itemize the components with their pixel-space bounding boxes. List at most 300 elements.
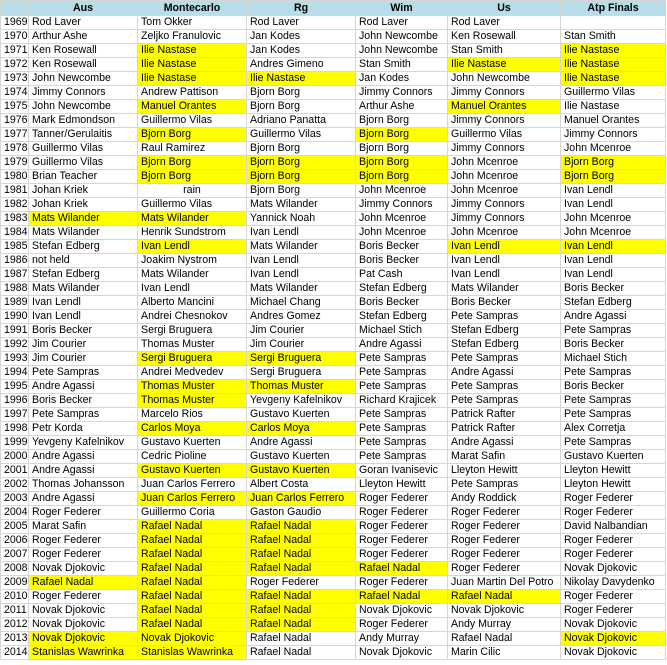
cell-montecarlo: Rafael Nadal (138, 604, 247, 618)
cell-rg: Ivan Lendl (247, 268, 356, 282)
cell-us: Mats Wilander (448, 282, 561, 296)
year-cell: 1969 (1, 16, 29, 30)
cell-wim: John Mcenroe (356, 184, 448, 198)
cell-montecarlo: Ivan Lendl (138, 240, 247, 254)
cell-atp-finals: John Mcenroe (561, 142, 666, 156)
header-aus: Aus (29, 1, 138, 16)
cell-montecarlo: Sergi Bruguera (138, 352, 247, 366)
cell-us: Jimmy Connors (448, 86, 561, 100)
table-row (1, 352, 666, 366)
table-row (1, 58, 666, 72)
cell-atp-finals: Novak Djokovic (561, 618, 666, 632)
cell-aus: Petr Korda (29, 422, 138, 436)
cell-atp-finals: Jimmy Connors (561, 128, 666, 142)
cell-us: Jimmy Connors (448, 142, 561, 156)
table-row (1, 72, 666, 86)
cell-atp-finals: Roger Federer (561, 506, 666, 520)
cell-atp-finals: Boris Becker (561, 380, 666, 394)
year-cell: 2001 (1, 464, 29, 478)
year-cell: 1980 (1, 170, 29, 184)
cell-us: Andy Murray (448, 618, 561, 632)
cell-us: John Mcenroe (448, 226, 561, 240)
table-row (1, 268, 666, 282)
cell-aus: Andre Agassi (29, 492, 138, 506)
cell-aus: Roger Federer (29, 506, 138, 520)
year-cell: 2006 (1, 534, 29, 548)
year-cell: 1976 (1, 114, 29, 128)
year-cell: 1992 (1, 338, 29, 352)
cell-wim: Rod Laver (356, 16, 448, 30)
header-year (1, 1, 29, 16)
cell-rg: Jan Kodes (247, 30, 356, 44)
cell-aus: Ken Rosewall (29, 44, 138, 58)
cell-montecarlo: Rafael Nadal (138, 534, 247, 548)
year-cell: 1981 (1, 184, 29, 198)
table-row (1, 422, 666, 436)
cell-rg: Bjorn Borg (247, 142, 356, 156)
cell-wim: Arthur Ashe (356, 100, 448, 114)
cell-us: Roger Federer (448, 548, 561, 562)
table-row (1, 366, 666, 380)
cell-us: Jimmy Connors (448, 212, 561, 226)
cell-wim: Richard Krajicek (356, 394, 448, 408)
cell-montecarlo: Alberto Mancini (138, 296, 247, 310)
cell-atp-finals: Pete Sampras (561, 436, 666, 450)
cell-rg: Jim Courier (247, 338, 356, 352)
cell-montecarlo: Cedric Pioline (138, 450, 247, 464)
year-cell: 1983 (1, 212, 29, 226)
cell-rg: Gustavo Kuerten (247, 408, 356, 422)
cell-montecarlo: Rafael Nadal (138, 548, 247, 562)
cell-atp-finals: John Mcenroe (561, 212, 666, 226)
cell-rg: Juan Carlos Ferrero (247, 492, 356, 506)
table-row (1, 338, 666, 352)
cell-montecarlo: Guillermo Vilas (138, 114, 247, 128)
cell-montecarlo: Andrei Medvedev (138, 366, 247, 380)
cell-montecarlo: Thomas Muster (138, 394, 247, 408)
cell-wim: John Newcombe (356, 30, 448, 44)
year-cell: 1978 (1, 142, 29, 156)
table-row (1, 478, 666, 492)
cell-atp-finals: Novak Djokovic (561, 562, 666, 576)
cell-rg: Adriano Panatta (247, 114, 356, 128)
cell-rg: Gaston Gaudio (247, 506, 356, 520)
table-row (1, 618, 666, 632)
cell-us: Ken Rosewall (448, 30, 561, 44)
cell-aus: Brian Teacher (29, 170, 138, 184)
table-body (1, 16, 666, 660)
cell-atp-finals: Ilie Nastase (561, 44, 666, 58)
cell-rg: Jim Courier (247, 324, 356, 338)
table-row (1, 310, 666, 324)
cell-rg: Ilie Nastase (247, 72, 356, 86)
cell-rg: Gustavo Kuerten (247, 450, 356, 464)
cell-rg: Mats Wilander (247, 240, 356, 254)
cell-montecarlo: Joakim Nystrom (138, 254, 247, 268)
table-row (1, 506, 666, 520)
cell-montecarlo: Juan Carlos Ferrero (138, 478, 247, 492)
cell-atp-finals: Michael Stich (561, 352, 666, 366)
cell-aus: Novak Djokovic (29, 604, 138, 618)
cell-wim: Rafael Nadal (356, 590, 448, 604)
cell-atp-finals: Nikolay Davydenko (561, 576, 666, 590)
cell-us: Andre Agassi (448, 366, 561, 380)
cell-us: Pete Sampras (448, 352, 561, 366)
cell-us: Manuel Orantes (448, 100, 561, 114)
cell-montecarlo: Rafael Nadal (138, 520, 247, 534)
cell-wim: Pete Sampras (356, 450, 448, 464)
cell-atp-finals: Lleyton Hewitt (561, 478, 666, 492)
cell-atp-finals (561, 16, 666, 30)
cell-us: Stefan Edberg (448, 338, 561, 352)
cell-aus: Mark Edmondson (29, 114, 138, 128)
year-cell: 2010 (1, 590, 29, 604)
table-row (1, 170, 666, 184)
cell-us: Jimmy Connors (448, 198, 561, 212)
cell-montecarlo: Thomas Muster (138, 380, 247, 394)
cell-aus: Novak Djokovic (29, 632, 138, 646)
cell-atp-finals: Roger Federer (561, 590, 666, 604)
cell-rg: Ivan Lendl (247, 226, 356, 240)
year-cell: 2011 (1, 604, 29, 618)
cell-rg: Andre Agassi (247, 436, 356, 450)
table-row (1, 212, 666, 226)
cell-aus: Guillermo Vilas (29, 142, 138, 156)
year-cell: 2013 (1, 632, 29, 646)
table-row (1, 562, 666, 576)
year-cell: 1994 (1, 366, 29, 380)
cell-montecarlo: Stanislas Wawrinka (138, 646, 247, 660)
table-row (1, 16, 666, 30)
table-row (1, 408, 666, 422)
year-cell: 1997 (1, 408, 29, 422)
cell-aus: Roger Federer (29, 548, 138, 562)
cell-atp-finals: Ivan Lendl (561, 198, 666, 212)
year-cell: 1996 (1, 394, 29, 408)
cell-us: Pete Sampras (448, 478, 561, 492)
cell-rg: Bjorn Borg (247, 184, 356, 198)
year-cell: 2002 (1, 478, 29, 492)
cell-atp-finals: Stefan Edberg (561, 296, 666, 310)
cell-wim: Bjorn Borg (356, 142, 448, 156)
cell-rg: Mats Wilander (247, 198, 356, 212)
year-cell: 1990 (1, 310, 29, 324)
year-cell: 1999 (1, 436, 29, 450)
cell-us: John Mcenroe (448, 156, 561, 170)
table-row (1, 282, 666, 296)
cell-aus: Andre Agassi (29, 450, 138, 464)
cell-atp-finals: Bjorn Borg (561, 170, 666, 184)
cell-rg: Thomas Muster (247, 380, 356, 394)
cell-wim: Boris Becker (356, 296, 448, 310)
cell-montecarlo: Mats Wilander (138, 212, 247, 226)
cell-montecarlo: Ivan Lendl (138, 282, 247, 296)
cell-aus: Andre Agassi (29, 380, 138, 394)
cell-wim: Roger Federer (356, 520, 448, 534)
cell-aus: Johan Kriek (29, 198, 138, 212)
cell-us: Marat Safin (448, 450, 561, 464)
cell-aus: Jim Courier (29, 338, 138, 352)
cell-rg: Rafael Nadal (247, 548, 356, 562)
table-row (1, 226, 666, 240)
year-cell: 1993 (1, 352, 29, 366)
cell-us: Rod Laver (448, 16, 561, 30)
cell-montecarlo: Rafael Nadal (138, 618, 247, 632)
cell-montecarlo: Ilie Nastase (138, 72, 247, 86)
header-atp-finals: Atp Finals (561, 1, 666, 16)
cell-rg: Rafael Nadal (247, 590, 356, 604)
cell-montecarlo: Andrew Pattison (138, 86, 247, 100)
cell-wim: Pete Sampras (356, 352, 448, 366)
cell-atp-finals: Boris Becker (561, 282, 666, 296)
cell-montecarlo: Henrik Sundstrom (138, 226, 247, 240)
cell-rg: Guillermo Vilas (247, 128, 356, 142)
cell-us: Patrick Rafter (448, 422, 561, 436)
cell-wim: Stefan Edberg (356, 310, 448, 324)
table-row (1, 646, 666, 660)
cell-wim: Roger Federer (356, 618, 448, 632)
cell-atp-finals: David Nalbandian (561, 520, 666, 534)
cell-montecarlo: rain (138, 184, 247, 198)
cell-montecarlo: Carlos Moya (138, 422, 247, 436)
year-cell: 2012 (1, 618, 29, 632)
cell-atp-finals: Roger Federer (561, 548, 666, 562)
cell-wim: Jimmy Connors (356, 86, 448, 100)
year-cell: 1974 (1, 86, 29, 100)
cell-wim: John Newcombe (356, 44, 448, 58)
table-row (1, 240, 666, 254)
year-cell: 1986 (1, 254, 29, 268)
cell-us: Roger Federer (448, 506, 561, 520)
cell-atp-finals: John Mcenroe (561, 226, 666, 240)
cell-wim: Pete Sampras (356, 366, 448, 380)
table-row (1, 548, 666, 562)
cell-rg: Andres Gomez (247, 310, 356, 324)
cell-rg: Michael Chang (247, 296, 356, 310)
cell-atp-finals: Ivan Lendl (561, 184, 666, 198)
cell-montecarlo: Rafael Nadal (138, 562, 247, 576)
cell-wim: Stan Smith (356, 58, 448, 72)
cell-us: Ivan Lendl (448, 268, 561, 282)
cell-atp-finals: Andre Agassi (561, 310, 666, 324)
table-row (1, 464, 666, 478)
cell-aus: John Newcombe (29, 100, 138, 114)
cell-rg: Sergi Bruguera (247, 352, 356, 366)
cell-montecarlo: Marcelo Rios (138, 408, 247, 422)
cell-aus: Marat Safin (29, 520, 138, 534)
year-cell: 1971 (1, 44, 29, 58)
cell-montecarlo: Ilie Nastase (138, 58, 247, 72)
table-row (1, 394, 666, 408)
cell-rg: Rafael Nadal (247, 534, 356, 548)
cell-rg: Yannick Noah (247, 212, 356, 226)
cell-rg: Rod Laver (247, 16, 356, 30)
cell-us: Ivan Lendl (448, 254, 561, 268)
cell-aus: Stefan Edberg (29, 240, 138, 254)
table-row (1, 436, 666, 450)
cell-wim: Pete Sampras (356, 408, 448, 422)
year-cell: 1998 (1, 422, 29, 436)
cell-rg: Andres Gimeno (247, 58, 356, 72)
cell-us: Guillermo Vilas (448, 128, 561, 142)
cell-rg: Bjorn Borg (247, 156, 356, 170)
cell-aus: Boris Becker (29, 394, 138, 408)
cell-montecarlo: Tom Okker (138, 16, 247, 30)
cell-rg: Gustavo Kuerten (247, 464, 356, 478)
cell-aus: Arthur Ashe (29, 30, 138, 44)
table-row (1, 380, 666, 394)
table-row (1, 142, 666, 156)
table-row (1, 324, 666, 338)
table-row (1, 184, 666, 198)
cell-rg: Jan Kodes (247, 44, 356, 58)
cell-us: Juan Martin Del Potro (448, 576, 561, 590)
cell-atp-finals: Pete Sampras (561, 324, 666, 338)
cell-atp-finals: Pete Sampras (561, 366, 666, 380)
cell-aus: Rafael Nadal (29, 576, 138, 590)
cell-atp-finals: Alex Corretja (561, 422, 666, 436)
cell-atp-finals: Ilie Nastase (561, 100, 666, 114)
cell-us: Roger Federer (448, 534, 561, 548)
cell-atp-finals: Novak Djokovic (561, 632, 666, 646)
year-cell: 1984 (1, 226, 29, 240)
table-row (1, 534, 666, 548)
year-cell: 2008 (1, 562, 29, 576)
cell-aus: Roger Federer (29, 590, 138, 604)
cell-rg: Rafael Nadal (247, 604, 356, 618)
cell-us: Rafael Nadal (448, 632, 561, 646)
year-cell: 2005 (1, 520, 29, 534)
cell-wim: John Mcenroe (356, 212, 448, 226)
year-cell: 1979 (1, 156, 29, 170)
cell-aus: Roger Federer (29, 534, 138, 548)
cell-aus: Johan Kriek (29, 184, 138, 198)
cell-wim: Boris Becker (356, 254, 448, 268)
cell-rg: Bjorn Borg (247, 100, 356, 114)
cell-wim: Roger Federer (356, 492, 448, 506)
cell-us: Pete Sampras (448, 394, 561, 408)
cell-aus: Pete Sampras (29, 408, 138, 422)
cell-atp-finals: Roger Federer (561, 534, 666, 548)
cell-aus: Mats Wilander (29, 226, 138, 240)
cell-us: Patrick Rafter (448, 408, 561, 422)
table-row (1, 604, 666, 618)
year-cell: 1977 (1, 128, 29, 142)
cell-atp-finals: Manuel Orantes (561, 114, 666, 128)
cell-montecarlo: Sergi Bruguera (138, 324, 247, 338)
cell-aus: Ivan Lendl (29, 310, 138, 324)
cell-atp-finals: Pete Sampras (561, 394, 666, 408)
cell-wim: Michael Stich (356, 324, 448, 338)
cell-wim: Rafael Nadal (356, 562, 448, 576)
cell-rg: Rafael Nadal (247, 618, 356, 632)
cell-us: John Newcombe (448, 72, 561, 86)
table-row (1, 492, 666, 506)
cell-atp-finals: Boris Becker (561, 338, 666, 352)
header-row (1, 1, 666, 16)
cell-us: Stan Smith (448, 44, 561, 58)
cell-montecarlo: Guillermo Coria (138, 506, 247, 520)
cell-atp-finals: Ilie Nastase (561, 58, 666, 72)
table-row (1, 450, 666, 464)
table-row (1, 590, 666, 604)
year-cell: 1988 (1, 282, 29, 296)
cell-aus: Stanislas Wawrinka (29, 646, 138, 660)
cell-wim: John Mcenroe (356, 226, 448, 240)
year-cell: 2000 (1, 450, 29, 464)
cell-atp-finals: Novak Djokovic (561, 646, 666, 660)
table-row (1, 44, 666, 58)
cell-rg: Bjorn Borg (247, 86, 356, 100)
header-wim: Wim (356, 1, 448, 16)
cell-aus: Boris Becker (29, 324, 138, 338)
year-cell: 1987 (1, 268, 29, 282)
year-cell: 2004 (1, 506, 29, 520)
cell-montecarlo: Thomas Muster (138, 338, 247, 352)
header-rg: Rg (247, 1, 356, 16)
cell-wim: Bjorn Borg (356, 128, 448, 142)
table-row (1, 30, 666, 44)
table-row (1, 156, 666, 170)
cell-us: Boris Becker (448, 296, 561, 310)
cell-montecarlo: Manuel Orantes (138, 100, 247, 114)
cell-aus: Ivan Lendl (29, 296, 138, 310)
cell-wim: Pete Sampras (356, 380, 448, 394)
cell-atp-finals: Lleyton Hewitt (561, 464, 666, 478)
cell-montecarlo: Novak Djokovic (138, 632, 247, 646)
cell-wim: Roger Federer (356, 506, 448, 520)
cell-rg: Mats Wilander (247, 282, 356, 296)
cell-aus: Tanner/Gerulaitis (29, 128, 138, 142)
cell-wim: Boris Becker (356, 240, 448, 254)
cell-us: Ilie Nastase (448, 58, 561, 72)
cell-montecarlo: Bjorn Borg (138, 156, 247, 170)
cell-atp-finals: Bjorn Borg (561, 156, 666, 170)
cell-rg: Albert Costa (247, 478, 356, 492)
cell-aus: Andre Agassi (29, 464, 138, 478)
cell-montecarlo: Bjorn Borg (138, 128, 247, 142)
year-cell: 1973 (1, 72, 29, 86)
cell-wim: Roger Federer (356, 576, 448, 590)
cell-rg: Rafael Nadal (247, 520, 356, 534)
cell-wim: Bjorn Borg (356, 170, 448, 184)
table-row (1, 632, 666, 646)
cell-us: Andy Roddick (448, 492, 561, 506)
header-us: Us (448, 1, 561, 16)
cell-wim: Novak Djokovic (356, 604, 448, 618)
year-cell: 1970 (1, 30, 29, 44)
year-cell: 2014 (1, 646, 29, 660)
cell-us: Roger Federer (448, 520, 561, 534)
table-row (1, 576, 666, 590)
table-row (1, 254, 666, 268)
cell-aus: Novak Djokovic (29, 562, 138, 576)
cell-us: John Mcenroe (448, 170, 561, 184)
cell-rg: Roger Federer (247, 576, 356, 590)
cell-atp-finals: Gustavo Kuerten (561, 450, 666, 464)
cell-montecarlo: Raul Ramirez (138, 142, 247, 156)
year-cell: 1972 (1, 58, 29, 72)
cell-wim: Andy Murray (356, 632, 448, 646)
cell-montecarlo: Juan Carlos Ferrero (138, 492, 247, 506)
cell-us: John Mcenroe (448, 184, 561, 198)
cell-us: Jimmy Connors (448, 114, 561, 128)
cell-wim: Roger Federer (356, 534, 448, 548)
cell-wim: Roger Federer (356, 548, 448, 562)
header-montecarlo: Montecarlo (138, 1, 247, 16)
year-cell: 1991 (1, 324, 29, 338)
cell-rg: Carlos Moya (247, 422, 356, 436)
